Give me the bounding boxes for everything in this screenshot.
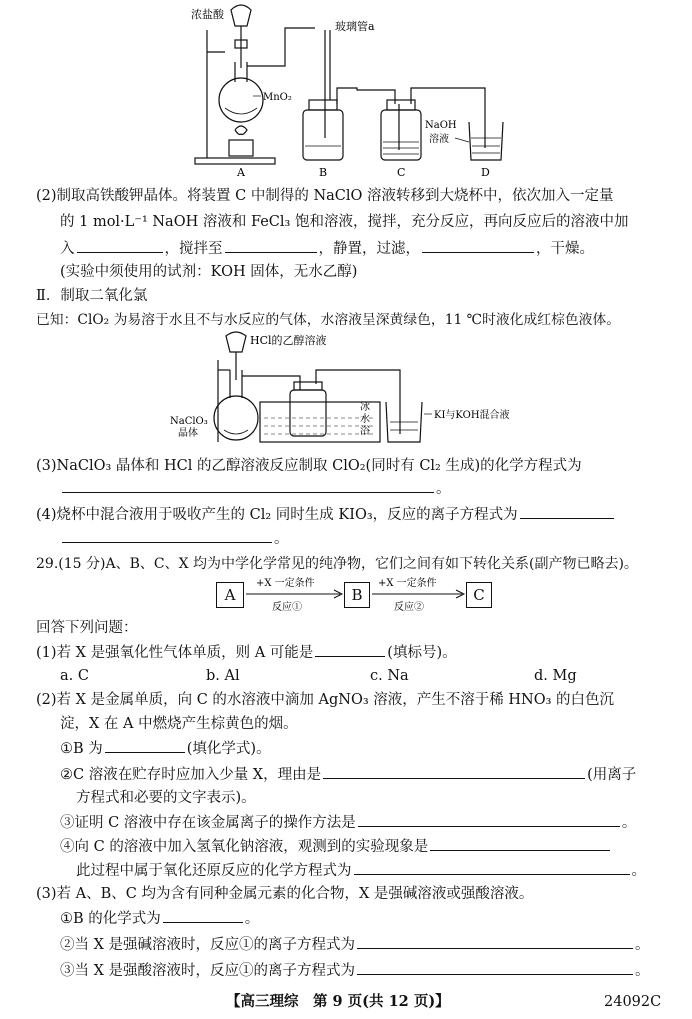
answer-blank[interactable] <box>62 478 434 493</box>
part2-known: 已知：ClO₂ 为易溶于水且不与水反应的气体，水溶液呈深黄绿色，11 ℃时液化成红棕色液体。 <box>36 312 621 328</box>
q29-stem: 29.(15 分)A、B、C、X 均为中学化学常见的纯净物，它们之间有如下转化关系(副产物已略去)。 <box>36 556 638 572</box>
q29-2-3 <box>60 812 636 833</box>
answer-blank[interactable] <box>520 504 614 519</box>
answer-blank[interactable] <box>225 238 317 253</box>
apparatus-figure-1 <box>185 0 505 182</box>
q29-2-1b: (填化学式)。 <box>186 741 271 757</box>
q29-3-2 <box>60 934 650 955</box>
option-c: c. Na <box>370 668 409 684</box>
label-tube-a: 玻璃管a <box>335 20 375 33</box>
q28-2-l3a: 入 <box>60 241 75 257</box>
part2-heading: Ⅱ．制取二氧化氯 <box>36 288 148 304</box>
q28-2-line3 <box>60 238 594 259</box>
answer-blank[interactable] <box>357 934 633 949</box>
answer-blank[interactable] <box>354 860 630 875</box>
q28-3-line1: (3)NaClO₃ 晶体和 HCl 的乙醇溶液反应制取 ClO₂(同时有 Cl₂ 生成)的化学方程式为 <box>36 458 582 474</box>
answer-blank[interactable] <box>163 908 243 923</box>
apparatus-figure-2 <box>160 330 540 450</box>
q28-3-line2 <box>60 478 451 499</box>
footer-title: 【高三理综 第 9 页(共 12 页)】 <box>226 993 450 1010</box>
answer-blank[interactable] <box>62 528 272 543</box>
flow-box-a: A <box>216 582 244 608</box>
arrow2-top: +X 一定条件 <box>378 578 437 589</box>
q29-3-2b: 。 <box>635 937 650 953</box>
q29-2-1a: ①B 为 <box>60 741 103 757</box>
q28-2-line1: (2)制取高铁酸钾晶体。将装置 C 中制得的 NaClO 溶液转移到大烧杯中，依次加入一定量 <box>36 188 614 204</box>
answer-blank[interactable] <box>357 960 633 975</box>
answer-blank[interactable] <box>77 238 163 253</box>
label-solution: 溶液 <box>429 134 449 145</box>
q29-3-2a: ②当 X 是强碱溶液时，反应①的离子方程式为 <box>60 937 356 953</box>
q29-2-1 <box>60 738 271 759</box>
flow-arrows <box>242 572 468 618</box>
q29-3-1 <box>60 908 259 929</box>
q29-2-2a: ②C 溶液在贮存时应加入少量 X，理由是 <box>60 767 322 783</box>
q29-3-1b: 。 <box>244 911 260 927</box>
answer-blank[interactable] <box>105 738 185 753</box>
q28-4-text: (4)烧杯中混合液用于吸收产生的 Cl₂ 同时生成 KIO₃，反应的离子方程式为 <box>36 507 518 523</box>
q28-2-note: (实验中须使用的试剂：KOH 固体，无水乙醇) <box>60 264 358 280</box>
q28-3-end: 。 <box>436 481 451 497</box>
q29-2-2 <box>60 764 636 785</box>
q28-2-l3c: ，静置，过滤， <box>318 241 420 257</box>
option-a: a. C <box>60 668 89 684</box>
label-c: C <box>397 166 406 179</box>
footer-code: 24092C <box>604 994 662 1010</box>
answer-blank[interactable] <box>422 238 534 253</box>
q29-3-3b: 。 <box>635 963 650 979</box>
q28-2-l3d: ，干燥。 <box>536 241 594 257</box>
label-hcl-ethanol: HCl的乙醇溶液 <box>250 334 327 347</box>
q29-2-4a: ④向 C 的溶液中加入氢氧化钠溶液，观测到的实验现象是 <box>60 839 429 855</box>
q29-3-3a: ③当 X 是强酸溶液时，反应①的离子方程式为 <box>60 963 356 979</box>
q29-2-4d: 。 <box>631 863 646 879</box>
flow-box-b: B <box>344 582 370 608</box>
q28-4-line2 <box>60 528 289 549</box>
q29-1-end: (填标号)。 <box>387 645 457 661</box>
q29-1 <box>36 642 457 663</box>
q29-3-1a: ①B 的化学式为 <box>60 911 161 927</box>
label-a: A <box>237 166 245 179</box>
q28-2-line2: 的 1 mol·L⁻¹ NaOH 溶液和 FeCl₃ 饱和溶液，搅拌，充分反应，再向反应后的溶液中加 <box>60 214 629 230</box>
answer-intro: 回答下列问题： <box>36 620 138 636</box>
answer-blank[interactable] <box>430 836 610 851</box>
label-mno2: MnO₂ <box>263 92 292 103</box>
label-crystal: 晶体 <box>178 428 198 439</box>
label-naoh: NaOH <box>425 120 457 131</box>
arrow1-top: +X 一定条件 <box>256 578 315 589</box>
q29-2-4c: 此过程中属于氧化还原反应的化学方程式为 <box>76 863 352 879</box>
answer-blank[interactable] <box>323 764 585 779</box>
q29-2-2c: 方程式和必要的文字表示)。 <box>76 790 256 806</box>
q29-2-4-line2 <box>76 860 646 881</box>
option-d: d. Mg <box>534 668 577 684</box>
label-naclo3: NaClO₃ <box>170 416 208 427</box>
q29-2-4 <box>60 836 612 857</box>
option-b: b. Al <box>206 668 240 684</box>
label-d: D <box>481 166 490 179</box>
q29-2-line1: (2)若 X 是金属单质，向 C 的水溶液中滴加 AgNO₃ 溶液，产生不溶于稀 HNO₃ 的白色沉 <box>36 692 615 708</box>
q29-1-text: (1)若 X 是强氧化性气体单质，则 A 可能是 <box>36 645 314 661</box>
arrow2-bottom: 反应② <box>394 602 424 613</box>
label-ice-3: 浴 <box>360 426 370 437</box>
label-ice-1: 冰 <box>360 402 370 413</box>
q29-2-2b: (用离子 <box>587 767 637 783</box>
arrow1-bottom: 反应① <box>272 602 302 613</box>
q29-3: (3)若 A、B、C 均为含有同种金属元素的化合物，X 是强碱溶液或强酸溶液。 <box>36 886 534 902</box>
label-ki-koh: KI与KOH混合液 <box>434 410 510 421</box>
label-ice-2: 水 <box>360 414 370 425</box>
q29-3-3 <box>60 960 650 981</box>
q28-4-line1 <box>36 504 616 525</box>
label-b: B <box>319 166 328 179</box>
q29-2-line2: 淀，X 在 A 中燃烧产生棕黄色的烟。 <box>60 716 298 732</box>
q28-2-l3b: ，搅拌至 <box>164 241 223 257</box>
answer-blank[interactable] <box>315 642 385 657</box>
flow-box-c: C <box>466 582 492 608</box>
q28-4-end: 。 <box>274 531 289 547</box>
q29-2-3b: 。 <box>621 815 637 831</box>
q29-2-3a: ③证明 C 溶液中存在该金属离子的操作方法是 <box>60 815 356 831</box>
answer-blank[interactable] <box>358 812 620 827</box>
label-hcl: 浓盐酸 <box>191 8 224 21</box>
